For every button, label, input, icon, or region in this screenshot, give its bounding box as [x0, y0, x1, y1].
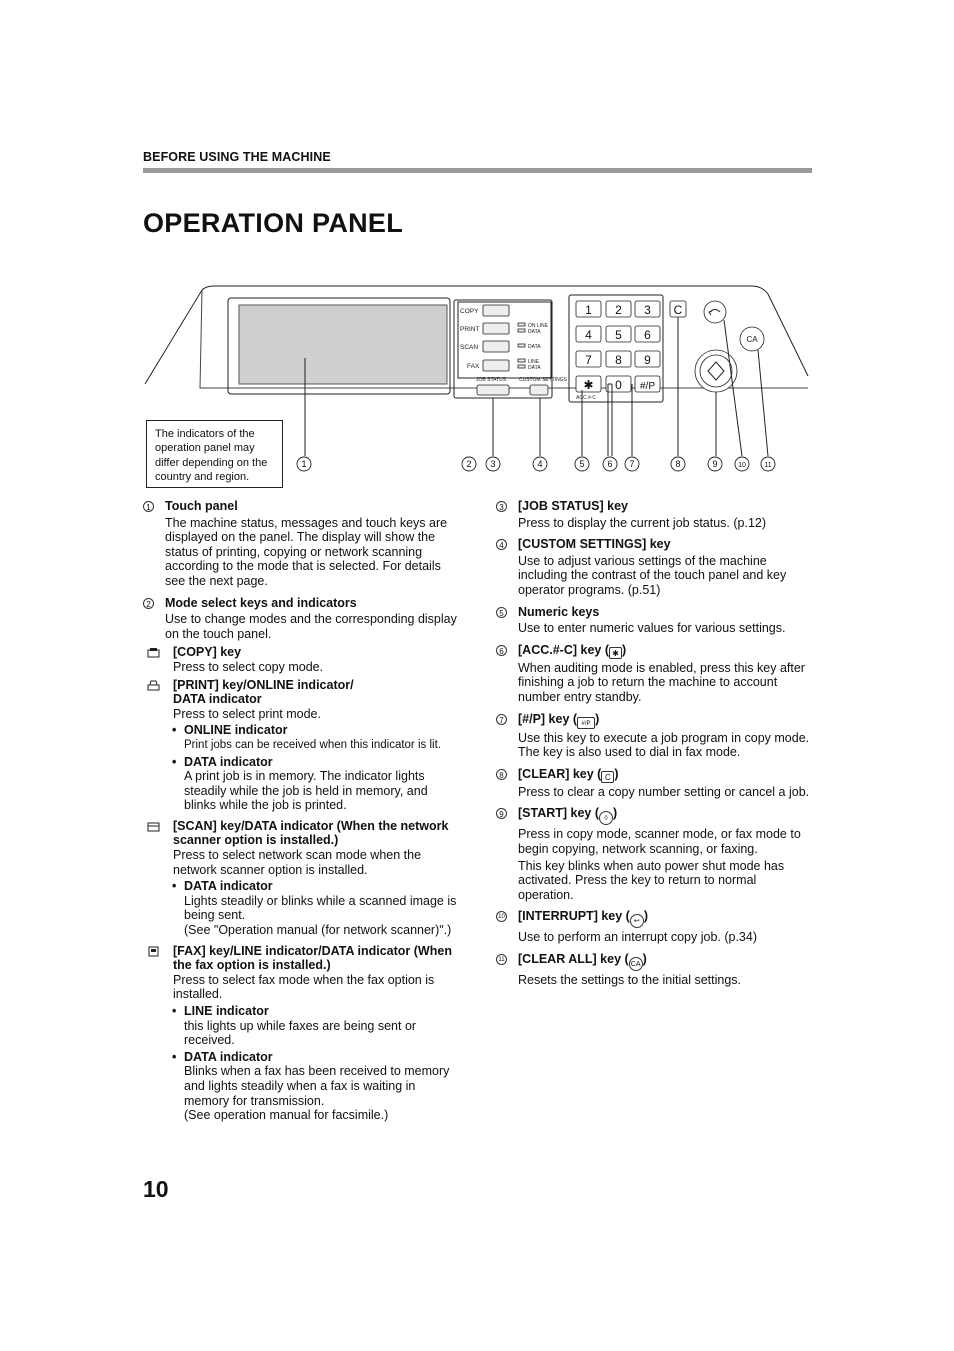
print-key-desc: [PRINT] key/ONLINE indicator/ DATA indicator Press to select print mode. • ONLINE indicator Print jobs can be received when this indicator is lit. • DATA indicator A print job is in memory. The indicator lights steadily while the job is held in memory, and blinks while the job is printed.	[143, 678, 463, 813]
interrupt-key	[704, 301, 726, 323]
print-icon	[147, 680, 160, 691]
fax-key-desc: [FAX] key/LINE indicator/DATA indicator (When the fax option is installed.) Press to select fax mode when the fax option is installed. • LINE indicator this lights up while faxes are being sent or received. • DATA indicator Blinks when a fax has been received to memory and lights steadily when a fax is waiting in memory for transmission. (See operation manual for facsimile.)	[143, 944, 463, 1123]
left-column	[143, 499, 463, 1129]
svg-text:LINE: LINE	[528, 359, 540, 365]
fax-data-led	[518, 365, 525, 368]
start-key-icon: ◊	[599, 811, 613, 825]
svg-text:2: 2	[615, 303, 622, 317]
callout-5: 5	[579, 459, 585, 469]
svg-text:DATA: DATA	[528, 344, 541, 350]
item-number: 2	[143, 598, 154, 609]
hash-p-key-icon: #/P	[577, 717, 595, 729]
svg-text:CUSTOM SETTINGS: CUSTOM SETTINGS	[519, 377, 567, 383]
callout-4: 4	[537, 459, 543, 469]
scan-key	[483, 341, 509, 352]
item-clear-all-key: 11 [CLEAR ALL] key ( CA ) Resets the settings to the initial settings.	[496, 952, 812, 988]
svg-text:0: 0	[615, 378, 622, 392]
item-touch-panel: 1 Touch panel The machine status, messages and touch keys are displayed on the panel. The display will show the status of printing, copying or network scanning according to the mode that is selected. For details see the next page.	[143, 499, 463, 589]
item-mode-select: 2 Mode select keys and indicators Use to change modes and the corresponding display on the touch panel.	[143, 596, 463, 642]
fax-icon	[147, 946, 160, 957]
item-number: 1	[143, 501, 154, 512]
item-clear-key: 8 [CLEAR] key ( C ) Press to clear a copy number setting or cancel a job.	[496, 767, 812, 800]
fax-key	[483, 360, 509, 371]
region-note: The indicators of the operation panel may differ depending on the country and region.	[146, 420, 283, 488]
callout-2: 2	[466, 459, 472, 469]
touch-panel-display	[239, 305, 447, 384]
page-title: OPERATION PANEL	[143, 208, 404, 238]
clear-key-icon: C	[601, 771, 614, 783]
copy-icon	[147, 647, 160, 658]
copy-key-desc: [COPY] key Press to select copy mode.	[143, 645, 463, 674]
svg-text:DATA: DATA	[528, 365, 541, 371]
clear-all-key-icon: CA	[629, 957, 643, 971]
line-led	[518, 359, 525, 362]
svg-text:#/P: #/P	[639, 381, 656, 392]
callout-11: 11	[764, 462, 772, 469]
callout-1: 1	[301, 459, 307, 469]
acc-key-icon: ✱	[609, 647, 622, 659]
callout-8: 8	[675, 459, 681, 469]
page-number: 10	[143, 1176, 169, 1202]
svg-text:4: 4	[585, 328, 592, 342]
job-status-key	[477, 385, 509, 395]
svg-text:9: 9	[644, 353, 651, 367]
svg-text:1: 1	[585, 303, 592, 317]
svg-text:DATA: DATA	[528, 329, 541, 335]
online-led	[518, 323, 525, 326]
svg-text:7: 7	[585, 353, 592, 367]
callout-7: 7	[629, 459, 635, 469]
scan-data-led	[518, 344, 525, 347]
custom-settings-key	[530, 385, 548, 395]
mode-label-fax: FAX	[467, 363, 480, 370]
svg-text:✱: ✱	[583, 378, 594, 392]
svg-text:C: C	[673, 303, 683, 317]
callout-3: 3	[490, 459, 496, 469]
mode-label-scan: SCAN	[460, 344, 479, 351]
right-column	[496, 499, 812, 994]
scan-key-desc: [SCAN] key/DATA indicator (When the network scanner option is installed.) Press to select network scan mode when the network scanner option is installed. • DATA indicator Lights steadily or blinks while a scanned image is being sent. (See "Operation manual (for network scanner)".)	[143, 819, 463, 938]
mode-label-copy: COPY	[460, 308, 479, 315]
item-interrupt-key: 10 [INTERRUPT] key ( ↩ ) Use to perform an interrupt copy job. (p.34)	[496, 909, 812, 945]
item-hash-p-key: 7 [#/P] key ( #/P ) Use this key to execute a job program in copy mode. The key is also used to dial in fax mode.	[496, 712, 812, 760]
callout-6: 6	[607, 459, 613, 469]
item-custom-settings: 4 [CUSTOM SETTINGS] key Use to adjust various settings of the machine including the contrast of the touch panel and key operator programs. (p.51)	[496, 537, 812, 597]
svg-text:8: 8	[615, 353, 622, 367]
item-start-key: 9 [START] key ( ◊ ) Press in copy mode, scanner mode, or fax mode to begin copying, network scanning, or faxing. This key blinks when auto power shut mode has activated. Press the key to return to normal operation.	[496, 806, 812, 902]
mode-label-print: PRINT	[460, 326, 480, 333]
svg-text:ACC.#-C: ACC.#-C	[576, 395, 597, 401]
callout-9: 9	[712, 459, 718, 469]
print-key	[483, 323, 509, 334]
copy-key	[483, 305, 509, 316]
section-label: BEFORE USING THE MACHINE	[143, 150, 331, 164]
svg-text:6: 6	[644, 328, 651, 342]
item-numeric-keys: 5 Numeric keys Use to enter numeric values for various settings.	[496, 605, 812, 636]
item-acc-key: 6 [ACC.#-C] key ( ✱ ) When auditing mode is enabled, press this key after finishing a job to return the machine to account number entry standby.	[496, 643, 812, 705]
svg-text:3: 3	[644, 303, 651, 317]
print-data-led	[518, 329, 525, 332]
section-rule	[143, 168, 812, 173]
svg-text:ON LINE: ON LINE	[528, 323, 549, 329]
scan-icon	[147, 821, 160, 832]
svg-text:JOB STATUS: JOB STATUS	[476, 377, 507, 383]
callout-10: 10	[738, 462, 746, 469]
svg-text:CA: CA	[746, 335, 758, 344]
svg-text:5: 5	[615, 328, 622, 342]
item-job-status: 3 [JOB STATUS] key Press to display the current job status. (p.12)	[496, 499, 812, 530]
interrupt-key-icon: ↩	[630, 914, 644, 928]
